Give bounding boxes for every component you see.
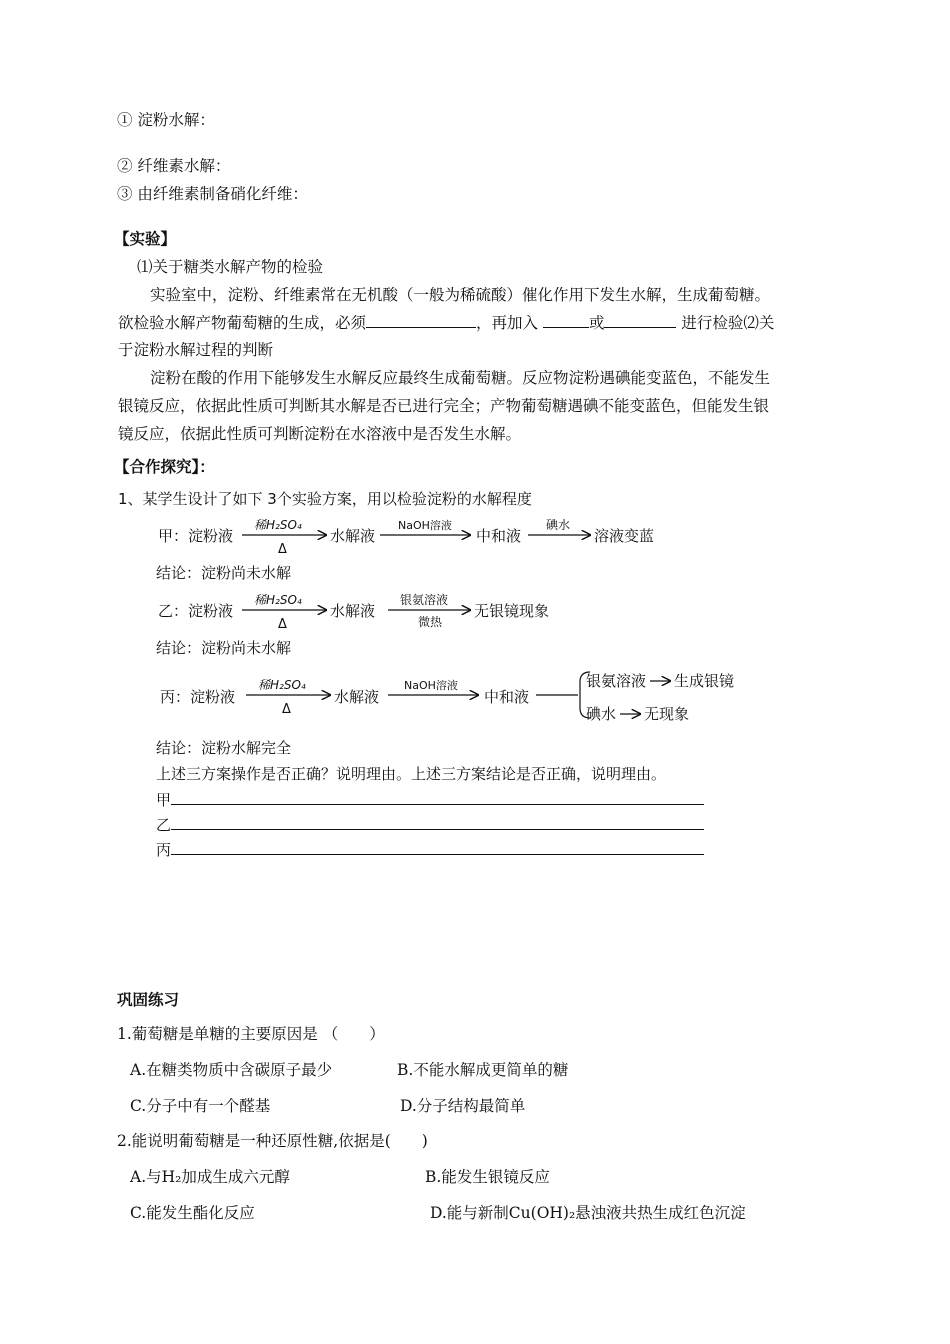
coop-question-1: 1、某学生设计了如下 3个实验方案，用以检验淀粉的水解程度 [118,490,532,508]
answer-label: 乙 [156,816,172,834]
text-segment: 或 [588,314,605,332]
experiment-heading: 【实验】 [114,229,177,248]
planC-arrow1-bottom: Δ [282,702,291,717]
blank-3[interactable] [604,313,676,328]
planC-branch2-reagent: 碘水 [586,705,617,723]
planC-conclusion: 结论：淀粉水解完全 [156,739,292,757]
experiment-p2-line2: 银镜反应，依据此性质可判断其水解是否已进行完全；产物葡萄糖遇碘不能变蓝色，但能发生银 [118,397,770,415]
answer-line[interactable] [171,839,704,855]
planA-arrow2-top: NaOH溶液 [398,519,452,532]
planB-conclusion: 结论：淀粉尚未水解 [156,639,292,657]
planB-arrow1-top: 稀H₂SO₄ [254,593,302,607]
planC-prod2: 中和液 [484,688,530,706]
answer-row-a [156,789,704,810]
coop-review-question: 上述三方案操作是否正确？说明理由。上述三方案结论是否正确，说明理由。 [156,765,667,783]
experiment-p1-line1: 实验室中，淀粉、纤维素常在无机酸（一般为稀硫酸）催化作用下发生水解，生成葡萄糖。 [150,286,771,304]
practice-q1-option-c[interactable]: C.分子中有一个醛基 [130,1097,271,1115]
answer-label: 甲 [156,791,172,809]
experiment-p1-line2 [118,313,774,333]
planB-arrow2-top: 银氨溶液 [400,593,449,607]
planC-arrow1-top: 稀H₂SO₄ [258,678,306,692]
answer-row-b [156,814,704,835]
experiment-p2-line3: 镜反应，依据此性质可判断淀粉在水溶液中是否发生水解。 [118,425,522,443]
reaction-scheme [150,512,770,762]
planB-prod1: 水解液 [330,602,376,620]
practice-q2-option-a[interactable]: A.与H₂加成生成六元醇 [130,1168,290,1186]
practice-q1-option-b[interactable]: B.不能水解成更简单的糖 [397,1061,569,1079]
practice-q1-option-d[interactable]: D.分子结构最简单 [400,1097,526,1115]
answer-line[interactable] [171,814,704,830]
planB-label: 乙：淀粉液 [158,602,234,620]
starch-hydrolysis: ① 淀粉水解： [117,111,215,129]
practice-q2-option-b[interactable]: B.能发生银镜反应 [425,1168,550,1186]
text-segment: 欲检验水解产物葡萄糖的生成，必须 [118,314,367,332]
practice-heading: 巩固练习 [117,990,180,1009]
planA-prod2: 中和液 [476,527,522,545]
practice-q2-option-d[interactable]: D.能与新制Cu(OH)₂悬浊液共热生成红色沉淀 [430,1204,746,1222]
planC-prod1: 水解液 [334,688,380,706]
answer-label: 丙 [156,841,172,859]
practice-q1-option-a[interactable]: A.在糖类物质中含碳原子最少 [130,1061,333,1079]
answer-row-c [156,839,704,860]
planA-prod3: 溶液变蓝 [594,527,655,545]
experiment-p1-line3: 于淀粉水解过程的判断 [118,341,274,359]
planA-prod1: 水解液 [330,527,376,545]
planC-branch1-result: 生成银镜 [674,672,735,690]
planB-arrow2-bottom: 微热 [418,615,443,629]
experiment-p2-line1: 淀粉在酸的作用下能够发生水解反应最终生成葡萄糖。反应物淀粉遇碘能变蓝色，不能发生 [150,369,771,387]
planC-branch1-reagent: 银氨溶液 [586,672,647,690]
coop-heading: 【合作探究】： [114,457,215,476]
planC-branch2-result: 无现象 [644,705,690,723]
planB-arrow1-bottom: Δ [278,617,287,632]
planA-label: 甲：淀粉液 [158,527,234,545]
text-segment: ，再加入 [476,314,539,332]
blank-2[interactable] [543,313,589,328]
experiment-sub1: ⑴关于糖类水解产物的检验 [137,258,324,276]
planA-arrow1-bottom: Δ [278,542,287,557]
practice-q2-option-c[interactable]: C.能发生酯化反应 [130,1204,255,1222]
planA-arrow3-top: 碘水 [546,518,571,532]
answer-line[interactable] [171,789,704,805]
practice-q1: 1.葡萄糖是单糖的主要原因是 （ ） [117,1025,385,1043]
planA-conclusion: 结论：淀粉尚未水解 [156,564,292,582]
planB-prod2: 无银镜现象 [474,602,550,620]
cellulose-hydrolysis: ② 纤维素水解： [117,157,231,175]
planA-arrow1-top: 稀H₂SO₄ [254,518,302,532]
planC-arrow2-top: NaOH溶液 [404,679,458,692]
planC-label: 丙：淀粉液 [160,688,236,706]
nitrocellulose-prep: ③ 由纤维素制备硝化纤维： [117,185,308,203]
blank-1[interactable] [366,313,476,328]
practice-q2: 2.能说明葡萄糖是一种还原性糖,依据是( ) [117,1132,428,1150]
text-segment: 进行检验⑵关 [681,314,775,332]
